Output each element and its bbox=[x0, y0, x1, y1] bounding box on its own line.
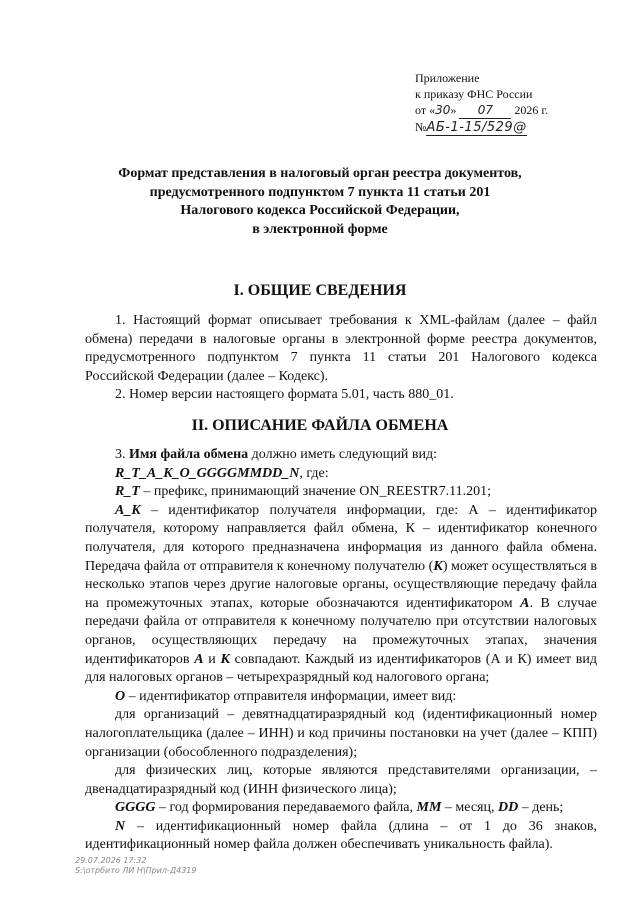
appendix-line-1: Приложение bbox=[415, 71, 480, 85]
paragraph-n: N – идентификационный номер файла (длина – от 1 до 36 знаков, идентификационный номер файла должен обеспечивать уникальность файла). bbox=[85, 818, 597, 853]
paragraph-o: O – идентификатор отправителя информации, имеет вид: bbox=[115, 688, 457, 704]
paragraph-2: 2. Номер версии настоящего формата 5.01, часть 880_01. bbox=[115, 387, 454, 403]
print-footer: 29.07.2026 17:32 Ѕ:\отрбито ЛИ Н\Прил-Д4319 bbox=[75, 856, 197, 875]
paragraph-fl: для физических лиц, которые являются представителями организации, – двенадцатиразрядный код (ИНН физического лица); bbox=[85, 763, 597, 797]
appendix-stamp bbox=[415, 70, 548, 136]
paragraph-3: 3. Имя файла обмена должно иметь следующий вид: bbox=[115, 447, 438, 462]
paragraph-date-parts: GGGG – год формирования передаваемого файла, MM – месяц, DD – день; bbox=[115, 800, 564, 816]
order-number: АБ-1-15/529@ bbox=[426, 120, 527, 135]
paragraph-rt: R_T – префикс, принимающий значение ON_REESTR7.11.201; bbox=[115, 484, 492, 500]
appendix-date: от «30» 07 2026 г. bbox=[415, 103, 548, 117]
appendix-number: №АБ-1-15/529@ bbox=[415, 120, 527, 135]
date-year: 2026 г. bbox=[514, 103, 548, 117]
paragraph-ak: A_K – идентификатор получателя информации, где: А – идентификатор получателя, которому направляется файл обмена, К – идентификатор конечного получателя, для которого предназначена информация из данного файла обмена. Передача файла от отправителя к конечному получателю (К) может осуществляться в несколько этапов через другие налоговые органы, осуществляющие передачу файла на промежуточных этапах, которые обозначаются идентификатором А. В случае передачи файла от отправителя к конечному получателю при отсутствии налоговых органов, осуществляющих передачу на промежуточных этапах, значения идентификаторов А и К совпадают. Каждый из идентификаторов (А и К) имеет вид для налоговых органов – четырехразрядный код налогового органа; bbox=[85, 502, 598, 686]
section-2-heading: II. ОПИСАНИЕ ФАЙЛА ОБМЕНА bbox=[191, 417, 449, 434]
section-2-body bbox=[85, 446, 597, 855]
file-name-pattern: R_T_A_K_O_GGGGMMDD_N, где: bbox=[115, 465, 329, 481]
appendix-line-2: к приказу ФНС России bbox=[415, 87, 533, 101]
date-month: 07 bbox=[477, 103, 494, 117]
paragraph-org: для организаций – девятнадцатиразрядный код (идентификационный номер налогоплательщика (далее – ИНН) и код причины постановки на учет (далее – КПП) организации (обособленного подразделения); bbox=[85, 707, 597, 760]
date-day: 30 bbox=[435, 103, 451, 117]
document-title: Формат представления в налоговый орган реестра документов, предусмотренного подпунктом 7 пункта 11 статьи 201 Налогового кодекса Российской Федерации, в электронной форме bbox=[118, 166, 522, 237]
section-1-body bbox=[85, 312, 597, 405]
paragraph-1: 1. Настоящий формат описывает требования к XML-файлам (далее – файл обмена) передачи в налоговые органы в электронной форме реестра документов, предусмотренного подпунктом 7 пункта 11 статьи 201 Налогового кодекса Российской Федерации (далее – Кодекс). bbox=[85, 313, 597, 384]
section-1-heading: I. ОБЩИЕ СВЕДЕНИЯ bbox=[233, 282, 407, 299]
